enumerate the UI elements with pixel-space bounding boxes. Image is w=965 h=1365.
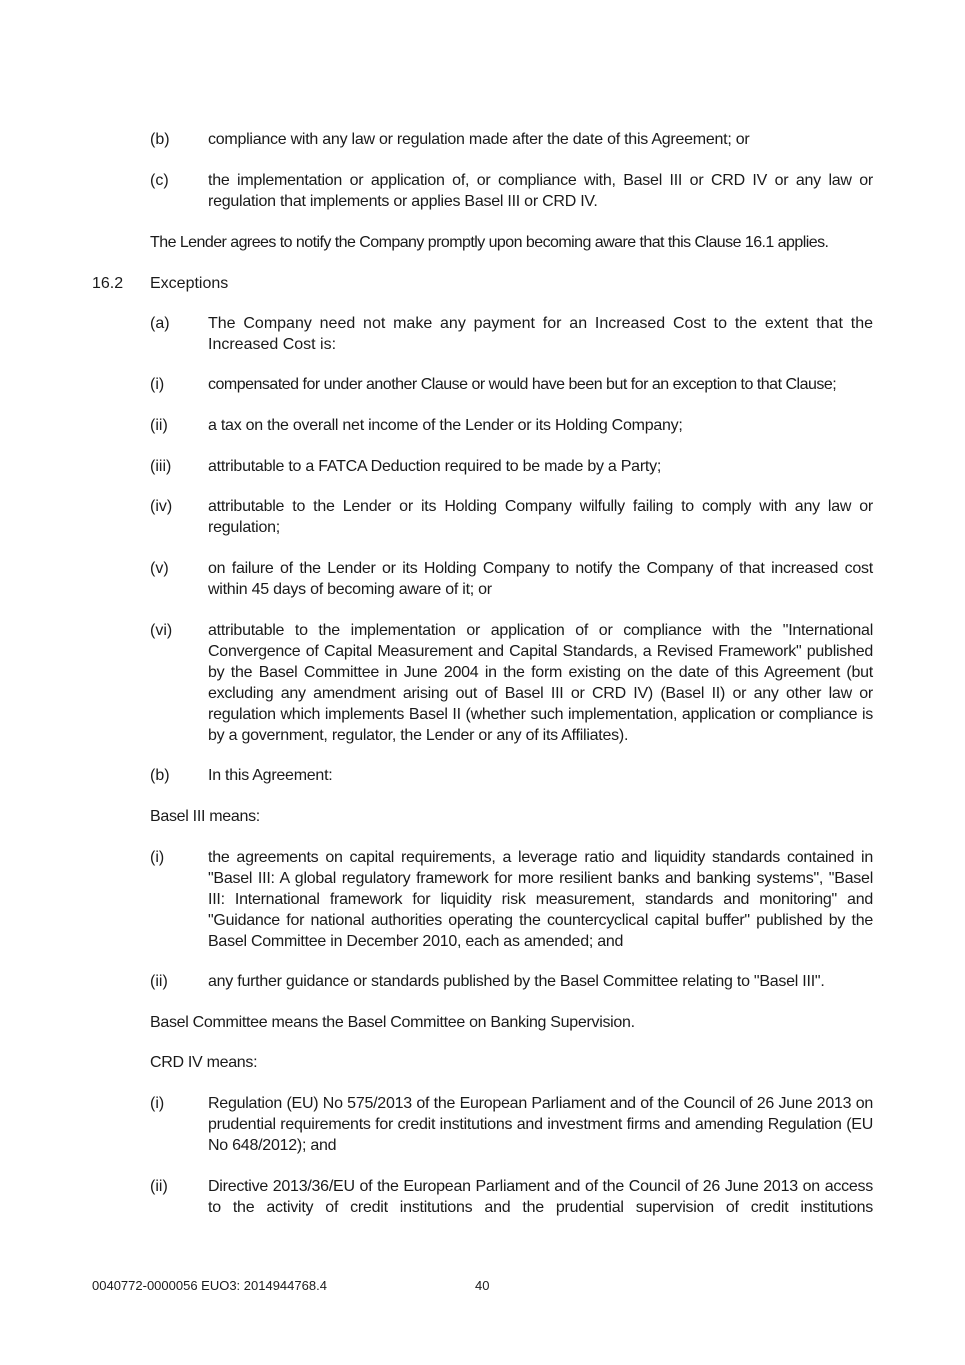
item-text: attributable to the Lender or its Holding Company wilfully failing to comply with any law or regulation;: [208, 498, 873, 536]
page-number: 40: [475, 1278, 490, 1293]
footer-doc-ref: 0040772-0000056 EUO3: 2014944768.4: [92, 1278, 327, 1293]
item-label: (i): [150, 849, 165, 866]
item-label: (iii): [150, 458, 172, 475]
basel-iii-intro: Basel III means:: [150, 808, 260, 825]
item-text: a tax on the overall net income of the Lender or its Holding Company;: [208, 417, 683, 434]
item-text: attributable to a FATCA Deduction required to be made by a Party;: [208, 458, 662, 475]
item-label: (b): [150, 131, 170, 148]
item-text: the implementation or application of, or compliance with, Basel III or CRD IV or any law or regulation that implements or applies Basel III or CRD IV.: [208, 172, 873, 210]
item-label: (b): [150, 767, 170, 784]
item-text: In this Agreement:: [208, 767, 333, 784]
item-text: on failure of the Lender or its Holding Company to notify the Company of that increased cost within 45 days of becoming aware of it; or: [208, 560, 873, 598]
item-text: attributable to the implementation or application of or compliance with the "International Convergence of Capital Measurement and Capital Standards, a Revised Framework" published by the Basel Committee in June 2004 in the form existing on the date of this Agreement (but excluding any amendment arising out of Basel III or CRD IV) (Basel II) or any other law or regulation which implements Basel II (whether such implementation, application or compliance is by a government, regulator, the Lender or any of its Affiliates).: [208, 622, 873, 744]
item-label: (a): [150, 315, 170, 332]
item-label: (iv): [150, 498, 173, 515]
item-text: compliance with any law or regulation made after the date of this Agreement; or: [208, 131, 750, 148]
item-text: Directive 2013/36/EU of the European Parliament and of the Council of 26 June 2013 on access to the activity of credit institutions and the prudential supervision of credit institutions: [208, 1178, 873, 1216]
item-label: (v): [150, 560, 169, 577]
section-title: Exceptions: [150, 275, 229, 292]
notify-paragraph: The Lender agrees to notify the Company promptly upon becoming aware that this Clause 16.1 applies.: [150, 234, 829, 251]
item-label: (c): [150, 172, 169, 189]
basel-committee-definition: Basel Committee means the Basel Committee on Banking Supervision.: [150, 1014, 635, 1031]
item-text: the agreements on capital requirements, a leverage ratio and liquidity standards contained in "Basel III: A global regulatory framework for more resilient banks and banking systems", "Basel III: International framework for liquidity risk measurement, standards and monitoring" and "Guidance for national authorities operating the countercyclical capital buffer" published by the Basel Committee in December 2010, each as amended; and: [208, 849, 873, 950]
item-text: The Company need not make any payment for an Increased Cost to the extent that the Increased Cost is:: [208, 315, 873, 353]
item-label: (vi): [150, 622, 173, 639]
item-text: any further guidance or standards published by the Basel Committee relating to "Basel III".: [208, 973, 825, 990]
item-text: Regulation (EU) No 575/2013 of the European Parliament and of the Council of 26 June 2013 on prudential requirements for credit institutions and investment firms and amending Regulation (EU No 648/2012); and: [208, 1095, 873, 1154]
section-number: 16.2: [92, 275, 124, 292]
crd-iv-intro: CRD IV means:: [150, 1054, 258, 1071]
item-label: (i): [150, 376, 165, 393]
item-label: (ii): [150, 1178, 168, 1195]
item-label: (i): [150, 1095, 165, 1112]
item-text: compensated for under another Clause or would have been but for an exception to that Clause;: [208, 376, 837, 393]
item-label: (ii): [150, 417, 168, 434]
item-label: (ii): [150, 973, 168, 990]
